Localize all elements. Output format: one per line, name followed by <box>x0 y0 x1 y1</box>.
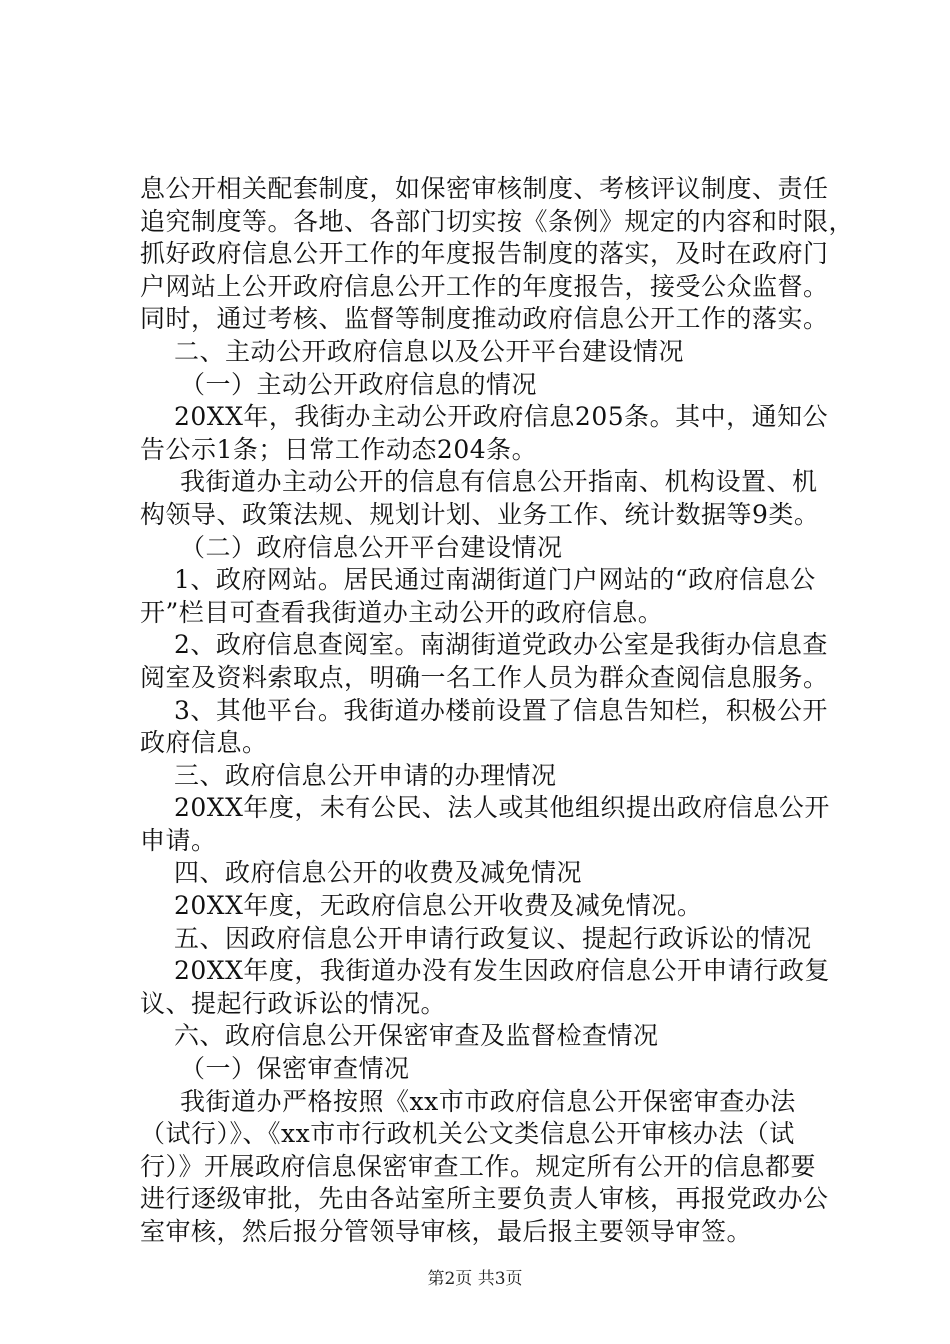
text-line: （二）政府信息公开平台建设情况 <box>180 532 563 562</box>
text-line: 进行逐级审批，先由各站室所主要负责人审核，再报党政办公 <box>140 1184 829 1214</box>
text-line: 政府信息。 <box>140 728 268 758</box>
text-line: 追究制度等。各地、各部门切实按《条例》规定的内容和时限， <box>140 206 855 236</box>
text-line: 三、政府信息公开申请的办理情况 <box>174 760 557 790</box>
document-body <box>140 173 855 1249</box>
page-footer: 第2页 共3页 <box>427 1269 523 1289</box>
text-line: 户网站上公开政府信息公开工作的年度报告，接受公众监督。 <box>140 271 829 301</box>
text-line: 同时，通过考核、监督等制度推动政府信息公开工作的落实。 <box>140 304 829 334</box>
text-line: 20XX年度，无政府信息公开收费及减免情况。 <box>174 891 703 921</box>
text-line: 我街道办主动公开的信息有信息公开指南、机构设置、机 <box>180 467 818 497</box>
text-line: 1、政府网站。居民通过南湖街道门户网站的“政府信息公 <box>174 565 816 595</box>
text-line: 行）》开展政府信息保密审查工作。规定所有公开的信息都要 <box>140 1151 817 1181</box>
text-line: 五、因政府信息公开申请行政复议、提起行政诉讼的情况 <box>174 923 812 953</box>
text-line: 四、政府信息公开的收费及减免情况 <box>174 858 583 888</box>
text-line: 3、其他平台。我街道办楼前设置了信息告知栏，积极公开 <box>174 695 828 725</box>
text-line: （一）主动公开政府信息的情况 <box>180 369 538 399</box>
text-line: 二、主动公开政府信息以及公开平台建设情况 <box>174 336 685 366</box>
text-line: 构领导、政策法规、规划计划、业务工作、统计数据等9类。 <box>140 499 820 529</box>
text-line: 抓好政府信息公开工作的年度报告制度的落实，及时在政府门 <box>140 239 829 269</box>
text-line: 议、提起行政诉讼的情况。 <box>140 988 447 1018</box>
text-line: （试行）》、《xx市市行政机关公文类信息公开审核办法（试 <box>140 1119 795 1149</box>
text-line: 20XX年度，未有公民、法人或其他组织提出政府信息公开 <box>174 793 830 823</box>
text-line: 告公示1条；日常工作动态204条。 <box>140 434 538 464</box>
text-line: 息公开相关配套制度，如保密审核制度、考核评议制度、责任 <box>140 174 829 203</box>
text-line: 2、政府信息查阅室。南湖街道党政办公室是我街办信息查 <box>174 630 828 660</box>
text-line: 室审核，然后报分管领导审核，最后报主要领导审签。 <box>140 1217 753 1246</box>
text-line: 我街道办严格按照《xx市市政府信息公开保密审查办法 <box>180 1086 796 1116</box>
text-line: 20XX年度，我街道办没有发生因政府信息公开申请行政复 <box>174 956 830 986</box>
text-line: 20XX年，我街办主动公开政府信息205条。其中，通知公 <box>174 402 829 432</box>
text-line: 阅室及资料索取点，明确一名工作人员为群众查阅信息服务。 <box>140 662 829 692</box>
text-line: （一）保密审查情况 <box>180 1054 410 1084</box>
text-line: 六、政府信息公开保密审查及监督检查情况 <box>174 1021 659 1051</box>
text-line: 开”栏目可查看我街道办主动公开的政府信息。 <box>140 597 664 627</box>
text-line: 申请。 <box>140 825 217 855</box>
